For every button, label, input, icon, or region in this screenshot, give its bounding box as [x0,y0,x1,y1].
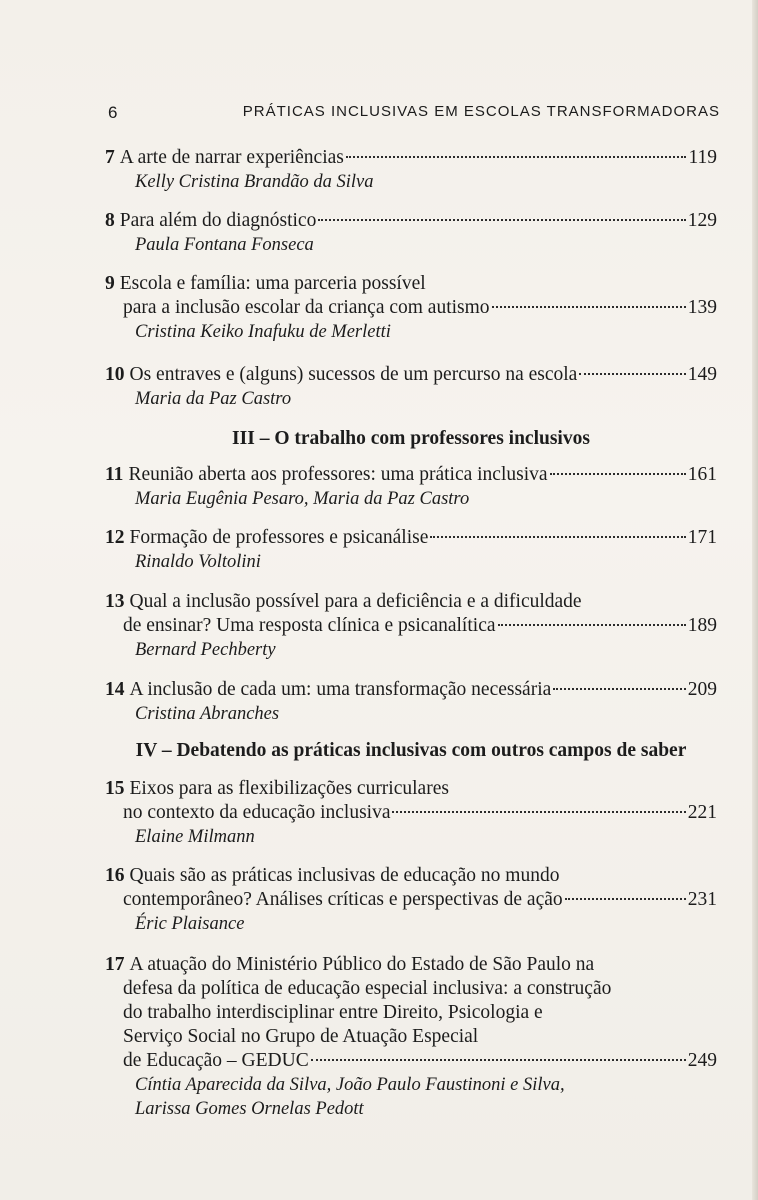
chapter-title: A inclusão de cada um: uma transformação necessária [129,679,552,700]
toc-entry [105,953,717,1121]
chapter-page: 149 [687,364,717,385]
chapter-author: Paula Fontana Fonseca [135,235,314,255]
chapter-author: Cíntia Aparecida da Silva, João Paulo Faustinoni e Silva, [135,1075,565,1095]
toc-entry [105,678,717,726]
chapter-title: Reunião aberta aos professores: uma prática inclusiva [128,464,548,485]
chapter-author: Éric Plaisance [135,914,245,934]
dot-leader [392,811,685,813]
toc-entry [105,363,717,411]
chapter-number: 10 [105,364,125,385]
chapter-page: 129 [687,210,717,231]
chapter-number: 16 [105,865,125,886]
chapter-author: Elaine Milmann [135,827,255,847]
chapter-title-continued: de Educação – GEDUC [123,1050,309,1071]
dot-leader [550,473,686,475]
running-head [108,103,720,131]
chapter-author: Larissa Gomes Ornelas Pedott [135,1099,364,1119]
chapter-page: 171 [687,527,717,548]
dot-leader [430,536,685,538]
chapter-author: Cristina Keiko Inafuku de Merletti [135,322,391,342]
dot-leader [311,1059,686,1061]
chapter-title-continued: para a inclusão escolar da criança com autismo [123,297,490,318]
chapter-number: 13 [105,591,125,612]
chapter-title-continued: de ensinar? Uma resposta clínica e psicanalítica [123,615,496,636]
chapter-author: Kelly Cristina Brandão da Silva [135,172,374,192]
toc-entry [105,526,717,574]
chapter-title-continued: contemporâneo? Análises críticas e perspectivas de ação [123,889,563,910]
section-heading: III – O trabalho com professores inclusivos [232,428,590,449]
page-edge [752,0,758,1200]
chapter-title: Formação de professores e psicanálise [129,527,429,548]
chapter-page: 161 [687,464,717,485]
dot-leader [346,156,687,158]
chapter-author: Maria da Paz Castro [135,389,292,409]
toc-entry [105,146,717,194]
toc-entry [105,463,717,511]
chapter-author: Cristina Abranches [135,704,280,724]
chapter-number: 8 [105,210,115,231]
chapter-title-continued: Serviço Social no Grupo de Atuação Especial [123,1026,479,1047]
toc-entry [105,864,717,936]
chapter-page: 249 [687,1050,717,1071]
chapter-title-continued: do trabalho interdisciplinar entre Direito, Psicologia e [123,1002,543,1023]
chapter-title: Escola e família: uma parceria possível [119,273,426,294]
dot-leader [492,306,686,308]
chapter-title-continued: defesa da política de educação especial inclusiva: a construção [123,978,612,999]
chapter-page: 209 [687,679,717,700]
chapter-title: A atuação do Ministério Público do Estado de São Paulo na [129,954,595,975]
running-head-title: PRÁTICAS INCLUSIVAS EM ESCOLAS TRANSFORMADORAS [242,103,720,120]
chapter-number: 12 [105,527,125,548]
toc-entry [105,272,717,344]
chapter-title: Quais são as práticas inclusivas de educação no mundo [129,865,560,886]
page-number: 6 [108,103,118,122]
chapter-page: 119 [688,147,717,168]
dot-leader [553,688,685,690]
chapter-title: Para além do diagnóstico [119,210,317,231]
chapter-number: 11 [105,464,124,485]
dot-leader [498,624,686,626]
chapter-title-continued: no contexto da educação inclusiva [123,802,391,823]
chapter-page: 221 [687,802,717,823]
section-heading: IV – Debatendo as práticas inclusivas com outros campos de saber [135,740,687,761]
chapter-title: Qual a inclusão possível para a deficiência e a dificuldade [129,591,582,612]
chapter-author: Maria Eugênia Pesaro, Maria da Paz Castro [135,489,470,509]
dot-leader [318,219,685,221]
toc-entry [105,209,717,257]
dot-leader [565,898,686,900]
dot-leader [579,373,685,375]
toc-entry [105,590,717,662]
chapter-author: Rinaldo Voltolini [135,552,261,572]
chapter-number: 9 [105,273,115,294]
toc-entry [105,777,717,849]
chapter-number: 7 [105,147,115,168]
chapter-page: 139 [687,297,717,318]
chapter-number: 15 [105,778,125,799]
chapter-title: Os entraves e (alguns) sucessos de um percurso na escola [129,364,578,385]
chapter-title: Eixos para as flexibilizações curriculares [129,778,449,799]
chapter-number: 14 [105,679,125,700]
chapter-author: Bernard Pechberty [135,640,276,660]
chapter-page: 231 [687,889,717,910]
chapter-page: 189 [687,615,717,636]
chapter-number: 17 [105,954,125,975]
chapter-title: A arte de narrar experiências [119,147,344,168]
